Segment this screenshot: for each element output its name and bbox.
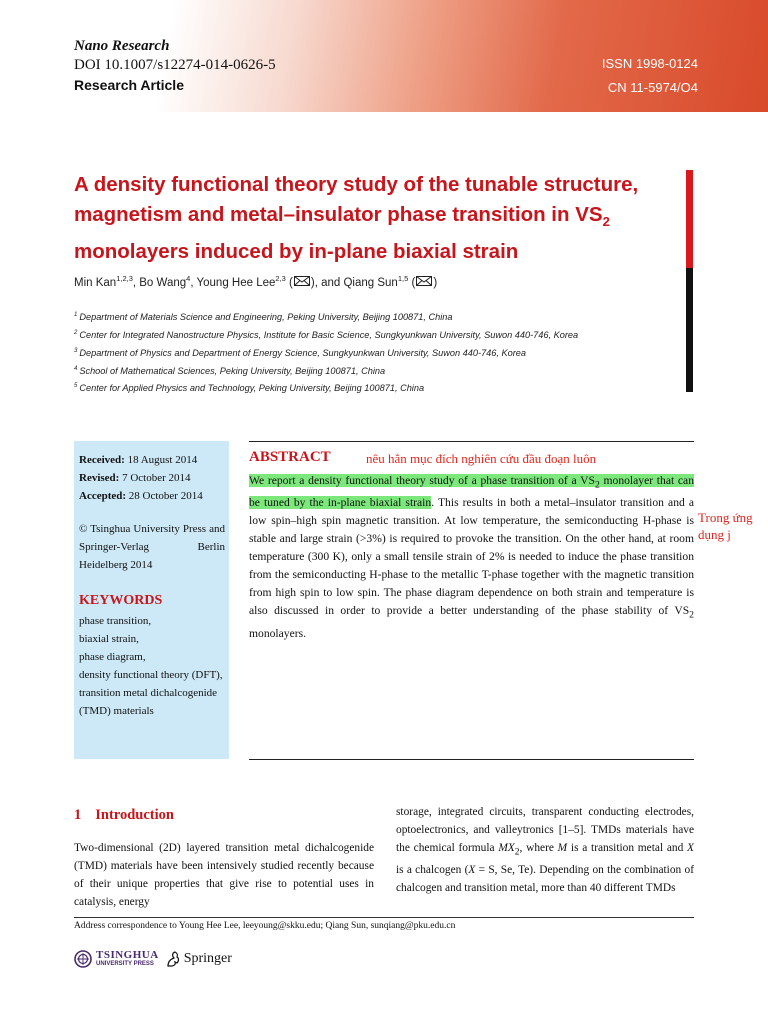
- author-name: Young Hee Lee: [196, 276, 276, 289]
- abstract-rule-bottom: [249, 759, 694, 760]
- accepted-date: Accepted: 28 October 2014: [79, 490, 203, 502]
- revised-date: Revised: 7 October 2014: [79, 472, 191, 484]
- doi[interactable]: DOI 10.1007/s12274-014-0626-5: [74, 57, 276, 73]
- highlighted-text: We report a density functional theory study of a phase transition of a $VS_2$ monolayer that can be tuned by the in-plane biaxial strain: [249, 474, 695, 510]
- publisher-logos: [74, 950, 232, 968]
- footnote-rule: [74, 917, 694, 918]
- envelope-icon[interactable]: [416, 276, 432, 289]
- tsinghua-seal-icon: [74, 950, 92, 968]
- affiliation: $^3$ Department of Physics and Department of Energy Science, Sungkyunkwan University, Suwon 440-746, Korea: [74, 347, 527, 358]
- section-heading: 1 Introduction: [74, 807, 174, 823]
- margin-annotation: Trong ứng dụng j: [698, 510, 753, 542]
- side-accent-bar: [686, 170, 693, 392]
- author-name: Min Kan: [74, 276, 117, 289]
- title-line-2: magnetism and metal–insulator phase transition in VS: [74, 203, 603, 226]
- journal-header: [74, 38, 276, 93]
- issn: ISSN 1998-0124: [601, 56, 698, 71]
- author-affil-sup: 2,3: [275, 274, 286, 283]
- abstract-body: We report a density functional theory study of a phase transition of a $VS_2$ monolayer that can be tuned by the in-plane biaxial strain. This results in both a metal–insulator transition and a low spin–high spin magnetic transition. At low temperature, the semiconducting H-phase is stable and large strain (>3%) is required to provoke the transition. On the other hand, at room temperature (300 K), only a small tensile strain of 2% is needed to induce the phase transition from the semiconducting H-phase to the metallic T-phase together with the magnetic transition from high spin to low spin. The phase diagram dependence on both strain and temperature is also discussed in order to provide a better understanding of the phase stability of $VS_2$ monolayers.: [249, 474, 695, 640]
- abstract-heading: ABSTRACT: [249, 449, 331, 465]
- keyword: phase diagram,: [79, 651, 146, 663]
- affiliation: $^2$ Center for Integrated Nanostructure Physics, Institute for Basic Science, Sungkyunkwan University, Suwon 440-746, Korea: [74, 329, 579, 340]
- and-word: and: [321, 276, 341, 289]
- springer-horse-icon: [165, 950, 181, 968]
- paper-title: [74, 170, 674, 267]
- tsinghua-logo: [74, 950, 159, 968]
- correspondence-footnote: Address correspondence to Young Hee Lee, leeyoung@skku.edu; Qiang Sun, sunqiang@pku.edu.cn: [74, 921, 456, 931]
- affiliation: $^5$ Center for Applied Physics and Technology, Peking University, Beijing 100871, China: [74, 383, 425, 394]
- title-line-1: A density functional theory study of the tunable structure,: [74, 173, 639, 196]
- received-date: Received: 18 August 2014: [79, 454, 198, 466]
- keyword: transition metal dichalcogenide (TMD) materials: [79, 687, 218, 717]
- keyword: phase transition,: [79, 615, 152, 627]
- author-name: Bo Wang: [139, 276, 187, 289]
- author-affil-sup: 4: [186, 274, 191, 283]
- title-line-3: monolayers induced by in-plane biaxial strain: [74, 240, 519, 264]
- abstract-rule-top: [249, 441, 694, 442]
- author-affil-sup: 1,2,3: [116, 274, 133, 283]
- title-subscript: 2: [602, 214, 610, 230]
- affiliations: [74, 308, 674, 397]
- keyword: density functional theory (DFT),: [79, 669, 223, 681]
- intro-text-right: storage, integrated circuits, transparent conducting electrodes, optoelectronics, and valleytronics [1–5]. TMDs materials have the chemical formula $MX_2$, where M is a transition metal and X is a chalcogen (X = S, Se, Te). Depending on the combination of chalcogen and transition metal, more than 40 different TMDs: [396, 806, 695, 895]
- intro-text-left: Two-dimensional (2D) layered transition metal dichalcogenide (TMD) materials have been intensively studied recently because of their unique properties that give rise to potential uses in catalysis, energy: [74, 842, 374, 908]
- author-affil-sup: 1,5: [397, 274, 409, 283]
- journal-name: Nano Research: [74, 38, 170, 54]
- author-list: Min Kan$^{1,2,3}$, Bo Wang$^4$, Young Hee Lee$^{2,3}$ ( ), and Qiang Sun$^{1,5}$ ( ): [74, 274, 438, 289]
- tsinghua-sub: UNIVERSITY PRESS: [96, 961, 154, 967]
- issn-block: [602, 52, 698, 100]
- keyword: biaxial strain,: [79, 633, 139, 645]
- affiliation: $^1$ Department of Materials Science and Engineering, Peking University, Beijing 100871, China: [74, 312, 453, 323]
- keywords-heading: KEYWORDS: [79, 593, 163, 608]
- article-type: Research Article: [74, 77, 184, 93]
- springer-logo: [165, 950, 232, 968]
- envelope-icon[interactable]: [294, 276, 310, 289]
- copyright: © Tsinghua University Press and Springer-Verlag Berlin Heidelberg 2014: [79, 523, 225, 571]
- annotation-note: nêu hẳn mục đích nghiên cứu đầu đoạn luôn: [366, 451, 597, 466]
- article-info-box: [74, 441, 229, 759]
- cn-number: CN 11-5974/O4: [607, 80, 698, 95]
- affiliation: $^4$ School of Mathematical Sciences, Peking University, Beijing 100871, China: [74, 365, 386, 376]
- tsinghua-name: TSINGHUA: [96, 949, 159, 961]
- springer-name: Springer: [183, 951, 232, 966]
- author-name: Qiang Sun: [343, 276, 398, 289]
